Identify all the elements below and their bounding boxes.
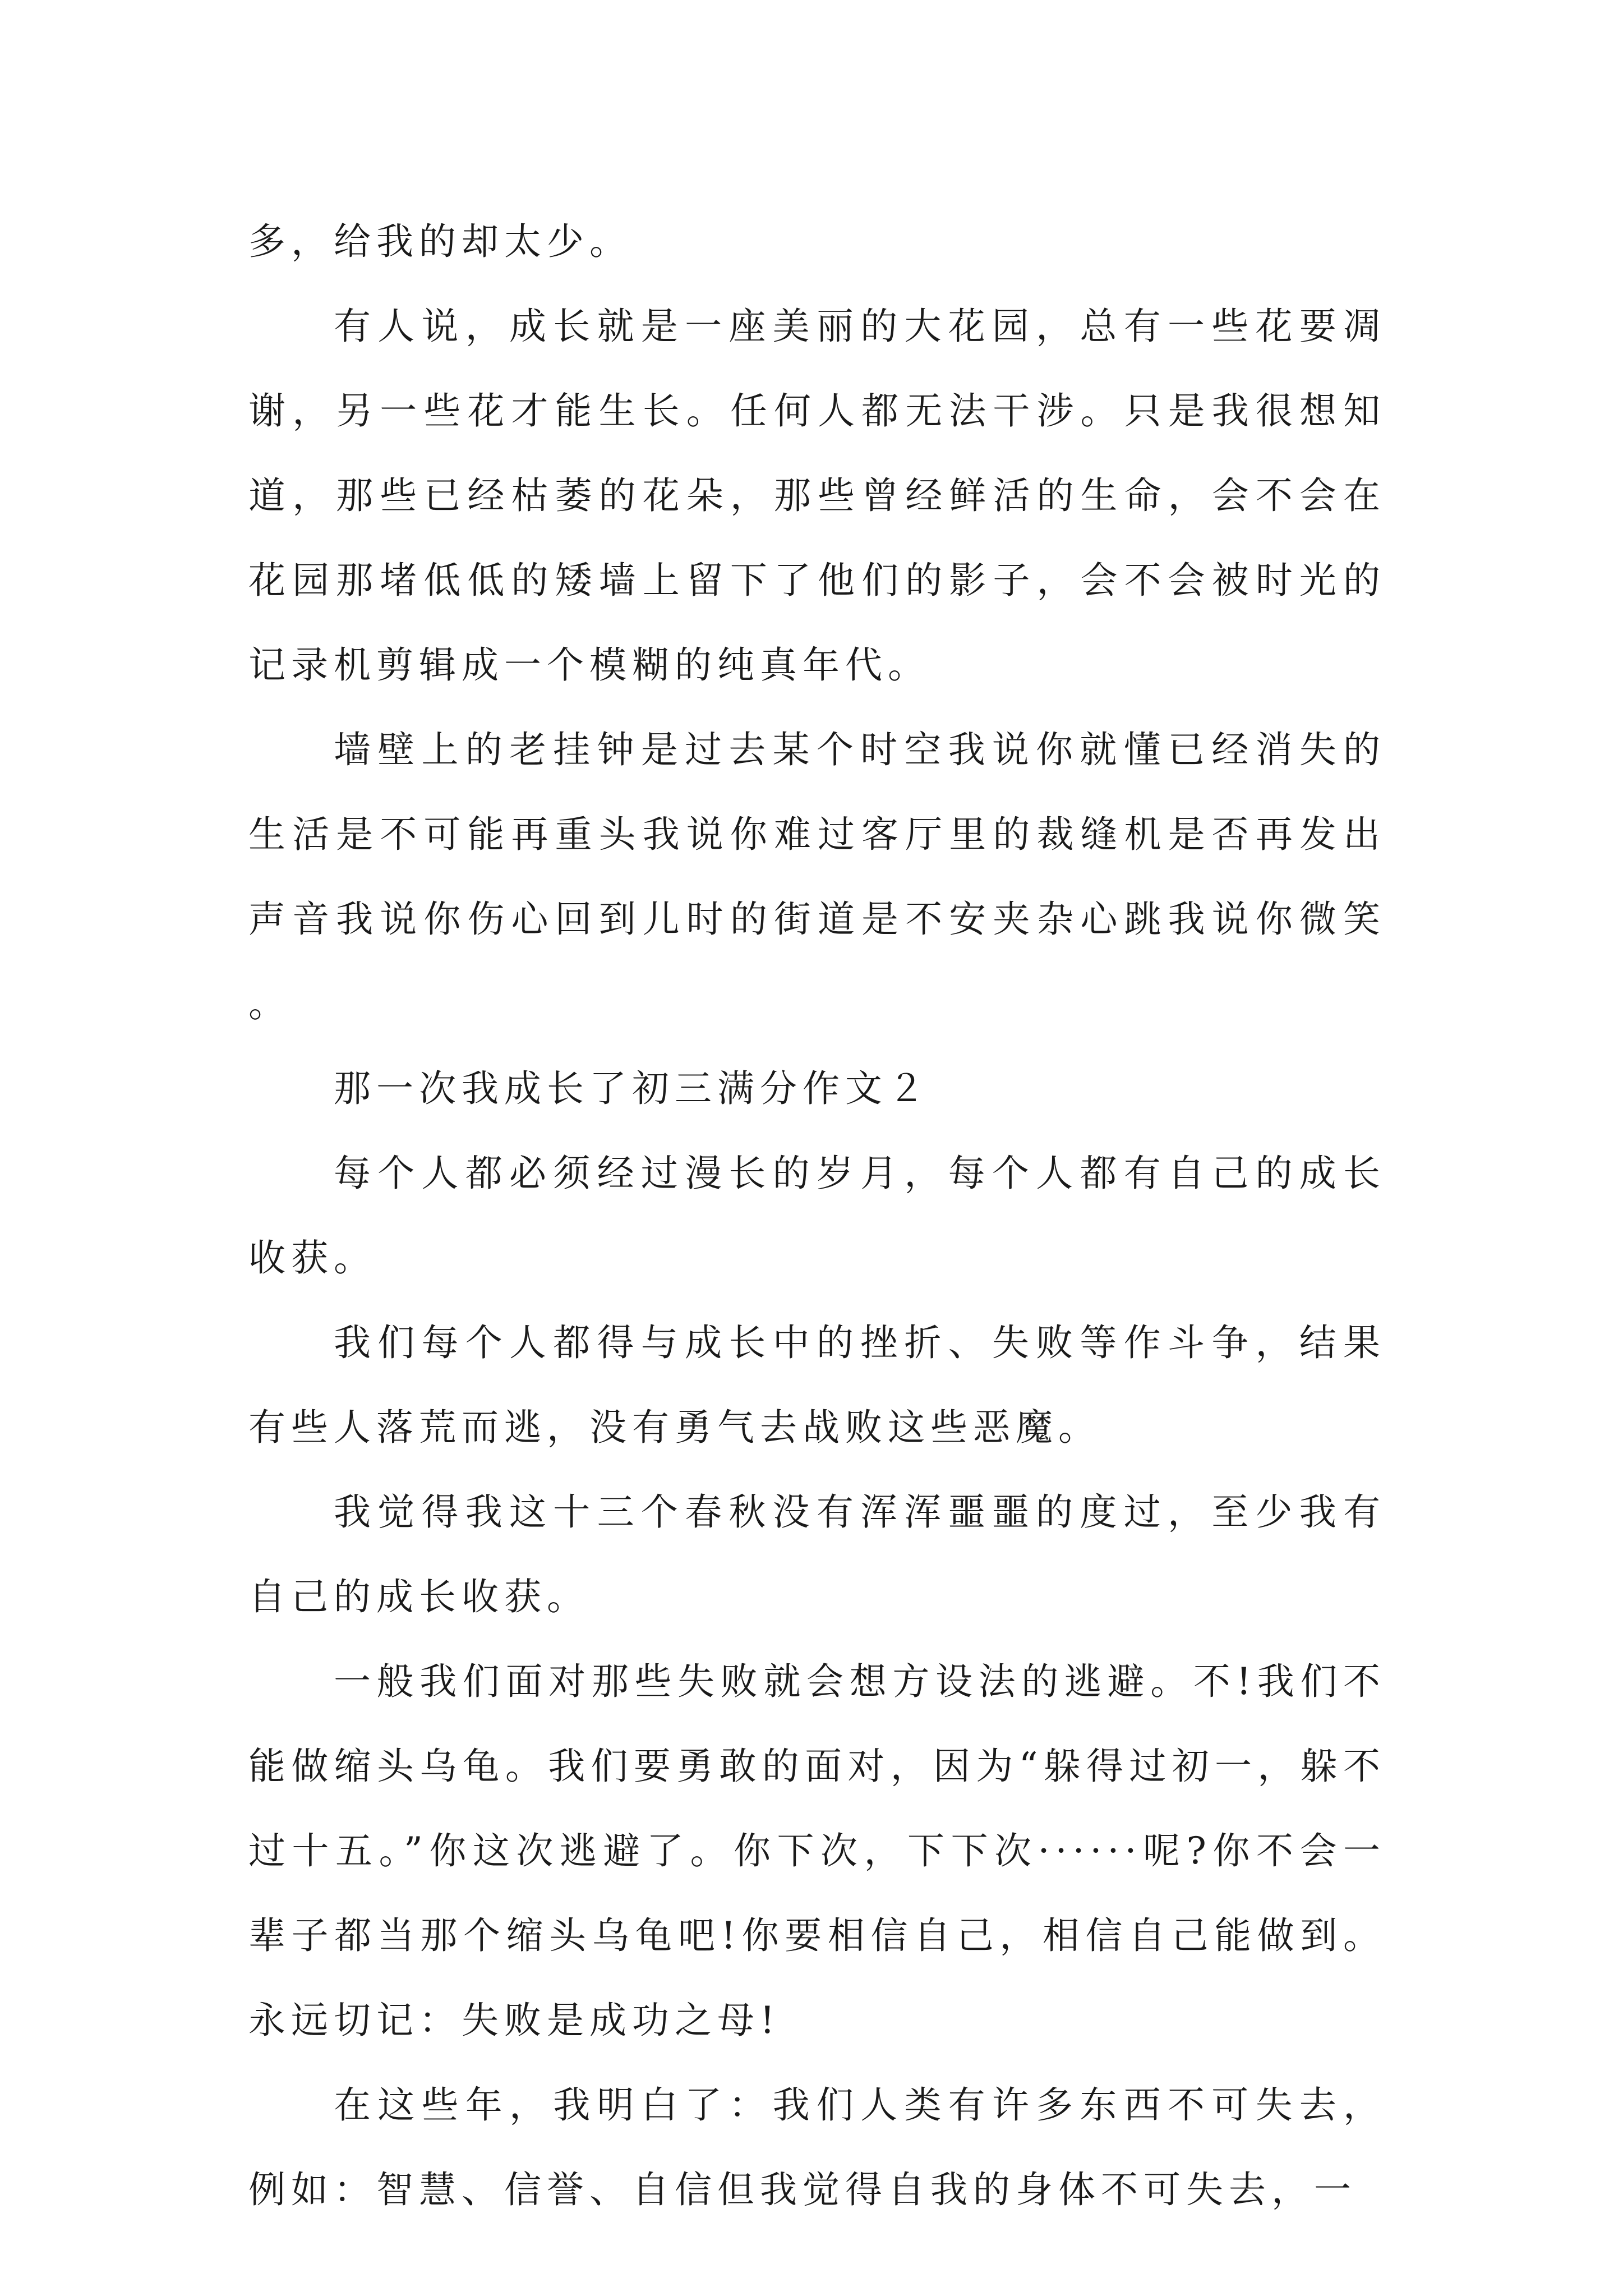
paragraph: 多，给我的却太少。 — [248, 220, 632, 263]
section-heading: 那一次我成长了初三满分作文２ — [334, 1067, 930, 1110]
paragraph: 在这些年，我明白了：我们人类有许多东西不可失去，例如：智慧、信誉、自信但我觉得自我的身体不可失去，一 — [248, 2083, 1386, 2211]
paragraph: 一般我们面对那些失败就会想方设法的逃避。不!我们不能做缩头乌龟。我们要勇敢的面对，因为“躲得过初一，躲不过十五。”你这次逃避了。你下次，下下次······呢?你不会一辈子都当那个缩头乌龟吧!你要相信自己，相信自己能做到。永远切记：失败是成功之母! — [248, 1660, 1386, 2042]
essay-body — [248, 199, 1386, 2232]
paragraph: 有人说，成长就是一座美丽的大花园，总有一些花要凋谢，另一些花才能生长。任何人都无法干涉。只是我很想知道，那些已经枯萎的花朵，那些曾经鲜活的生命，会不会在花园那堵低低的矮墙上留下了他们的影子，会不会被时光的记录机剪辑成一个模糊的纯真年代。 — [248, 305, 1386, 687]
paragraph: 我们每个人都得与成长中的挫折、失败等作斗争，结果有些人落荒而逃，没有勇气去战败这些恶魔。 — [248, 1321, 1386, 1449]
paragraph: 墙壁上的老挂钟是过去某个时空我说你就懂已经消失的生活是不可能再重头我说你难过客厅里的裁缝机是否再发出声音我说你伤心回到儿时的街道是不安夹杂心跳我说你微笑。 — [248, 728, 1386, 1025]
paragraph: 我觉得我这十三个春秋没有浑浑噩噩的度过，至少我有自己的成长收获。 — [248, 1490, 1386, 1618]
paragraph: 每个人都必须经过漫长的岁月，每个人都有自己的成长收获。 — [248, 1152, 1386, 1280]
